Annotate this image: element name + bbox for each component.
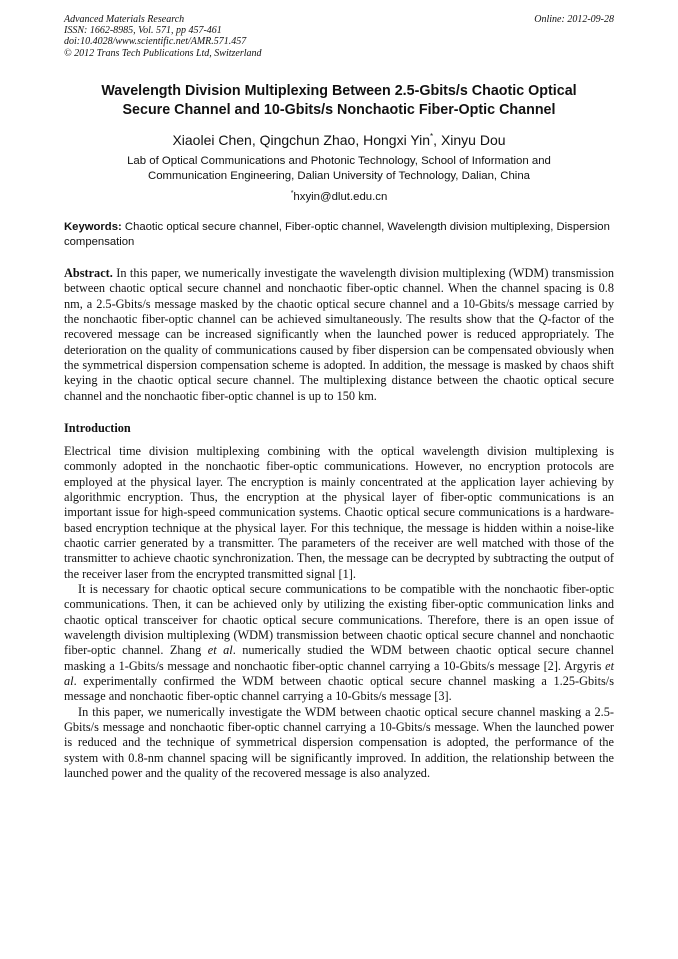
affiliation-line-1: Lab of Optical Communications and Photonic Technology, School of Information and xyxy=(127,154,551,167)
keywords xyxy=(64,220,614,250)
keywords-text: Chaotic optical secure channel, Fiber-optic channel, Wavelength division multiplexing, Dispersion compensation xyxy=(64,220,610,248)
authors-after: , Xinyu Dou xyxy=(433,131,506,148)
intro-p2-text-a: It is necessary for chaotic optical secure communications to be compatible with the nonchaotic fiber-optic communications. Then, it can be achieved only by utilizing the existing fiber-optic communication links and chaotic optical transceiver for chaotic optical secure communications. Therefore, there is an open issue of wavelength division multiplexing (WDM) transmission between chaotic optical secure channel and nonchaotic fiber-optic channel. Zhang xyxy=(64,582,614,658)
keywords-label: Keywords: xyxy=(64,220,122,233)
intro-paragraph-2 xyxy=(64,582,614,705)
title-line-1: Wavelength Division Multiplexing Between 2.5-Gbits/s Chaotic Optical xyxy=(101,82,577,99)
email-mark: * xyxy=(290,189,294,197)
abstract-label: Abstract. xyxy=(64,265,113,280)
copyright-line: © 2012 Trans Tech Publications Ltd, Switzerland xyxy=(64,47,262,59)
intro-p2-text-c: . experimentally confirmed the WDM between chaotic optical secure channel masking a 1.25-Gbits/s message and nonchaotic fiber-optic channel carrying a 10-Gbits/s message [3]. xyxy=(64,674,614,704)
paper-title xyxy=(64,82,614,120)
title-line-2: Secure Channel and 10-Gbits/s Nonchaotic Fiber-Optic Channel xyxy=(122,101,556,118)
doi-line: doi:10.4028/www.scientific.net/AMR.571.457 xyxy=(64,36,247,48)
abstract-text-2: -factor of the recovered message can be increased significantly when the launched power is reduced appropriately. The deterioration on the quality of communications caused by fiber dispersion can be compensated obviously when the symmetrical dispersion compensation scheme is adopted. In addition, the message is masked by chaos shift keying in the chaotic optical secure channel. The multiplexing distance between the chaotic optical secure channel and the nonchaotic fiber-optic channel is up to 150 km. xyxy=(64,311,614,403)
journal-name: Advanced Materials Research xyxy=(64,14,185,25)
et-al-1: et al xyxy=(207,643,233,658)
et-al-2: et al xyxy=(64,658,614,689)
email-line xyxy=(64,190,614,204)
author-list xyxy=(64,131,614,149)
journal-header xyxy=(64,14,614,59)
paper-page xyxy=(64,14,614,781)
online-date: Online: 2012-09-28 xyxy=(534,14,614,25)
intro-paragraph-3: In this paper, we numerically investigate the WDM between chaotic optical secure channel masking a 2.5-Gbits/s message and nonchaotic fiber-optic channel carrying a 10-Gbits/s message. When the launched power is reduced and the technique of symmetrical dispersion compensation is adopted, the performance of the system with 0.8-nm channel spacing will be significantly improved. In addition, the relationship between the launched power and the quality of the recovered message is also analyzed. xyxy=(64,704,614,781)
issn-line: ISSN: 1662-8985, Vol. 571, pp 457-461 xyxy=(64,25,222,37)
introduction-heading: Introduction xyxy=(64,420,131,435)
intro-paragraph-1: Electrical time division multiplexing combining with the optical wavelength division multiplexing is commonly adopted in the nonchaotic fiber-optic communications. However, no encryption protocols are employed at the physical layer. The encryption is mainly concentrated at the application layer achieving by algorithmic encryption. Thus, the encryption at the physical layer of fiber-optic communications is an important issue for high-speed communication systems. Chaotic optical secure communications is a hardware-based encryption technique at the physical layer. For this technique, the message is hidden within a noise-like chaotic carrier generated by a transmitter. The parameters of the receiver are well matched with those of the transmitter to achieve chaotic synchronization. Then, the message can be decrypted by subtracting the output of the receiver laser from the encrypted transmitted signal [1]. xyxy=(64,443,614,581)
email-address[interactable]: hxyin@dlut.edu.cn xyxy=(293,190,388,203)
q-factor-symbol: Q xyxy=(538,311,548,326)
intro-p2-text-b: . numerically studied the WDM between chaotic optical secure channel masking a 1-Gbits/s message and nonchaotic fiber-optic channel carrying a 10-Gbits/s message [2]. Argyris xyxy=(64,643,614,673)
abstract-text-1: In this paper, we numerically investigate the wavelength division multiplexing (WDM) transmission between chaotic optical secure channel and nonchaotic fiber-optic channel. When the channel spacing is 0.8 nm, a 2.5-Gbits/s message masked by the chaotic optical secure channel and a 10-Gbits/s message carried by the nonchaotic fiber-optic channel can be achieved simultaneously. The results show that the xyxy=(64,265,614,326)
authors-before: Xiaolei Chen, Qingchun Zhao, Hongxi Yin xyxy=(172,131,431,148)
abstract xyxy=(64,266,614,404)
introduction-body xyxy=(64,444,614,782)
abstract-paragraph xyxy=(64,266,614,404)
affiliation-line-2: Communication Engineering, Dalian University of Technology, Dalian, China xyxy=(148,169,530,182)
affiliation xyxy=(64,154,614,184)
corresponding-mark: * xyxy=(430,131,434,141)
